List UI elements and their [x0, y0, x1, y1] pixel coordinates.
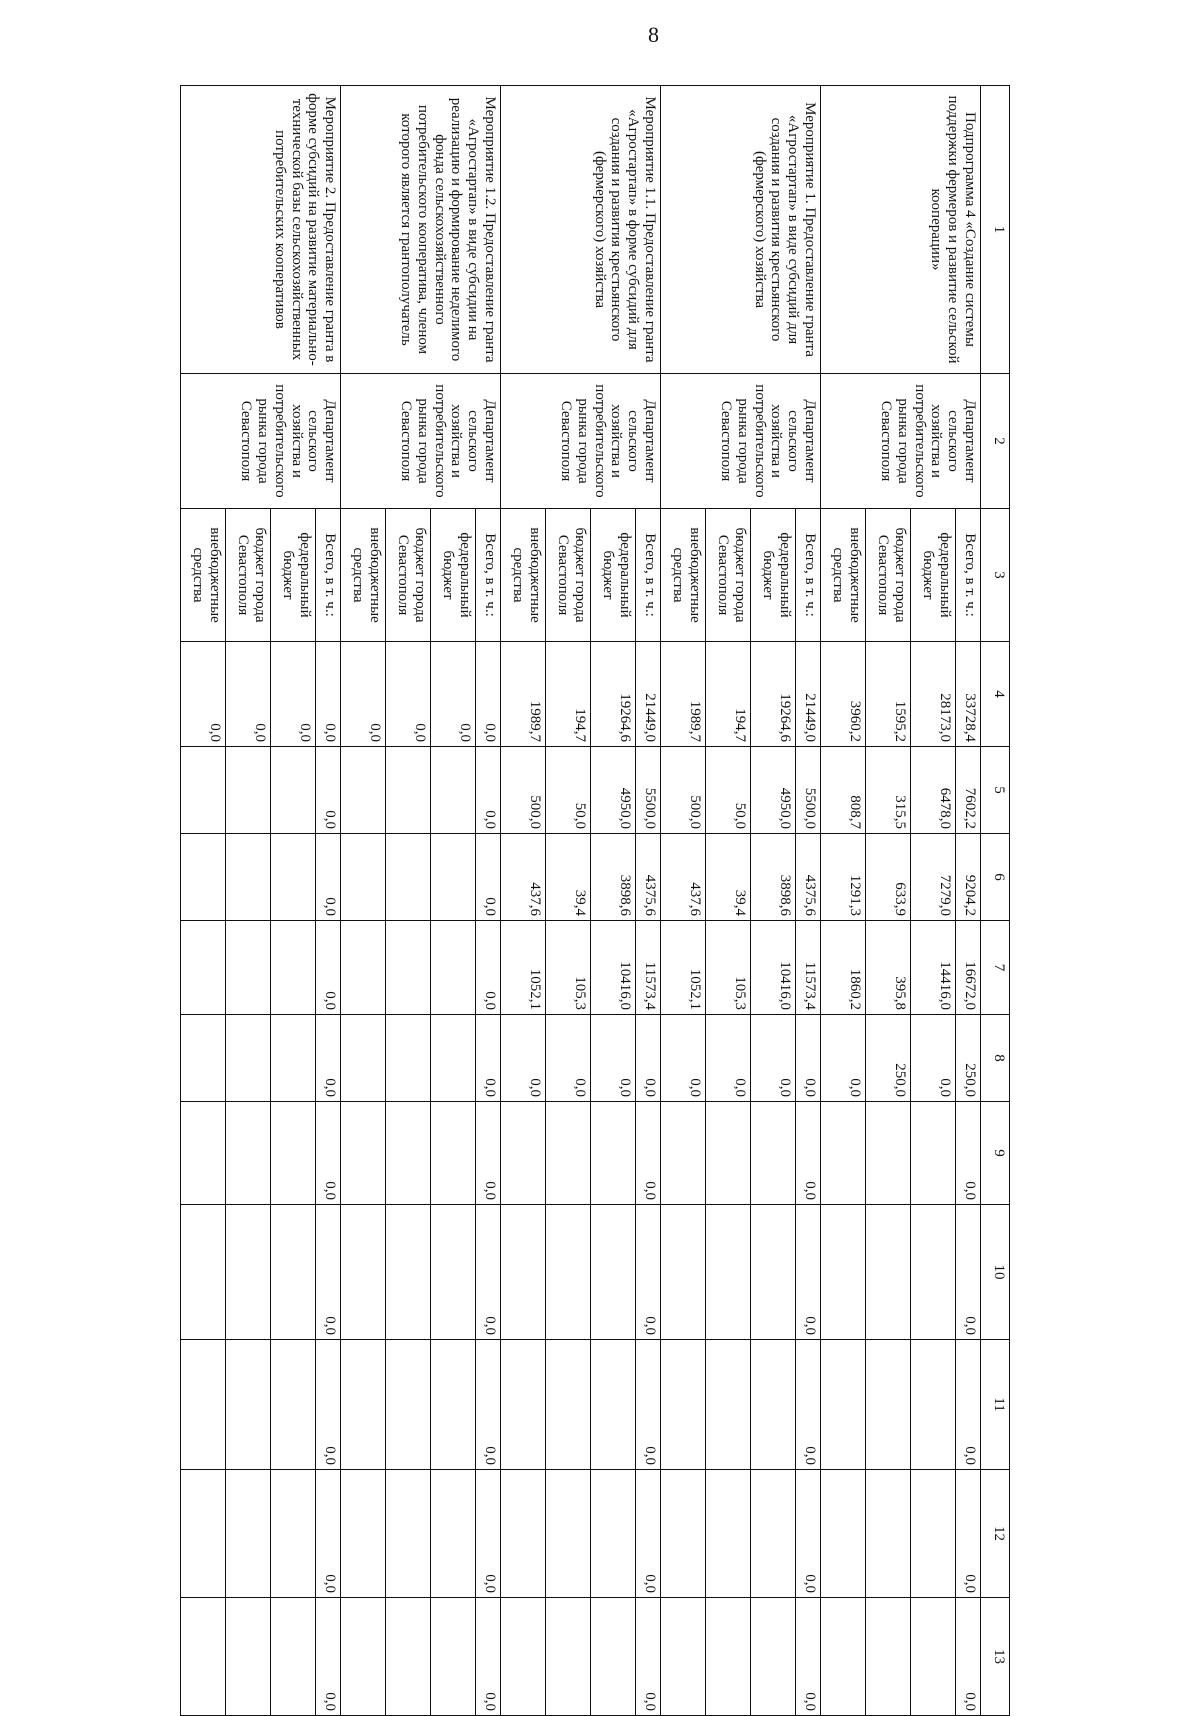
value-cell	[226, 834, 271, 921]
value-cell	[750, 1102, 795, 1205]
value-cell	[910, 1598, 955, 1716]
funding-table	[180, 85, 1010, 1716]
value-cell	[705, 1470, 750, 1598]
value-cell	[590, 1205, 635, 1340]
value-cell: 500,0	[661, 747, 706, 834]
value-cell: 50,0	[545, 747, 590, 834]
value-cell	[181, 747, 226, 834]
value-cell: 0,0	[315, 1015, 340, 1102]
value-cell: 10416,0	[590, 921, 635, 1015]
value-cell	[181, 1205, 226, 1340]
value-cell: 0,0	[475, 921, 500, 1015]
value-cell: 0,0	[341, 642, 386, 747]
value-cell: 0,0	[795, 1015, 820, 1102]
value-cell	[430, 1340, 475, 1470]
value-cell	[270, 1102, 315, 1205]
value-cell: 105,3	[545, 921, 590, 1015]
value-cell: 0,0	[181, 642, 226, 747]
funding-source: Всего, в т. ч.:	[635, 509, 660, 642]
value-cell: 0,0	[635, 1598, 660, 1716]
value-cell	[270, 747, 315, 834]
value-cell: 0,0	[475, 747, 500, 834]
value-cell: 0,0	[795, 1598, 820, 1716]
header-cell: 6	[981, 834, 1010, 921]
executor-name: Департамент сельского хозяйства и потребительского рынка города Севастополя	[821, 374, 981, 509]
funding-source: внебюджетные средства	[661, 509, 706, 642]
value-cell	[545, 1340, 590, 1470]
value-cell	[750, 1470, 795, 1598]
value-cell	[501, 1340, 546, 1470]
value-cell	[590, 1340, 635, 1470]
value-cell	[386, 834, 431, 921]
funding-source: Всего, в т. ч.:	[315, 509, 340, 642]
value-cell: 0,0	[955, 1340, 980, 1470]
value-cell: 0,0	[315, 1598, 340, 1716]
value-cell: 194,7	[545, 642, 590, 747]
header-cell: 8	[981, 1015, 1010, 1102]
value-cell	[341, 1340, 386, 1470]
value-cell: 0,0	[315, 642, 340, 747]
value-cell: 0,0	[955, 1470, 980, 1598]
value-cell: 21449,0	[635, 642, 660, 747]
value-cell: 0,0	[635, 1470, 660, 1598]
funding-source: внебюджетные средства	[341, 509, 386, 642]
value-cell: 0,0	[475, 1470, 500, 1598]
table-row	[315, 86, 340, 1716]
value-cell: 0,0	[955, 1598, 980, 1716]
value-cell: 1052,1	[501, 921, 546, 1015]
value-cell: 1291,3	[821, 834, 866, 921]
value-cell	[661, 1598, 706, 1716]
value-cell: 437,6	[501, 834, 546, 921]
value-cell: 0,0	[750, 1015, 795, 1102]
value-cell	[750, 1205, 795, 1340]
header-row	[981, 86, 1010, 1716]
value-cell: 0,0	[821, 1015, 866, 1102]
funding-source: Всего, в т. ч.:	[955, 509, 980, 642]
value-cell: 0,0	[705, 1015, 750, 1102]
executor-name: Департамент сельского хозяйства и потребительского рынка города Севастополя	[341, 374, 501, 509]
header-cell: 11	[981, 1340, 1010, 1470]
value-cell	[430, 747, 475, 834]
value-cell	[341, 1598, 386, 1716]
value-cell	[341, 747, 386, 834]
value-cell: 0,0	[590, 1015, 635, 1102]
funding-source: бюджет города Севастополя	[705, 509, 750, 642]
value-cell	[430, 834, 475, 921]
value-cell: 0,0	[795, 1205, 820, 1340]
value-cell	[705, 1598, 750, 1716]
header-cell: 9	[981, 1102, 1010, 1205]
value-cell: 0,0	[315, 1470, 340, 1598]
funding-source: федеральный бюджет	[590, 509, 635, 642]
value-cell	[865, 1598, 910, 1716]
value-cell: 0,0	[430, 642, 475, 747]
value-cell: 9204,2	[955, 834, 980, 921]
value-cell	[430, 921, 475, 1015]
executor-name: Департамент сельского хозяйства и потребительского рынка города Севастополя	[181, 374, 341, 509]
value-cell: 14416,0	[910, 921, 955, 1015]
value-cell	[430, 1205, 475, 1340]
value-cell	[226, 1470, 271, 1598]
value-cell: 19264,6	[750, 642, 795, 747]
header-cell: 7	[981, 921, 1010, 1015]
value-cell	[386, 1470, 431, 1598]
value-cell	[386, 1102, 431, 1205]
value-cell: 194,7	[705, 642, 750, 747]
value-cell	[661, 1340, 706, 1470]
value-cell: 10416,0	[750, 921, 795, 1015]
value-cell	[386, 1015, 431, 1102]
value-cell	[865, 1470, 910, 1598]
program-name: Мероприятие 1.1. Предоставление гранта «Агростартап» в форме субсидий для создания и развития крестьянского (фермерского) хозяйства	[501, 86, 661, 374]
value-cell	[226, 1598, 271, 1716]
value-cell	[270, 1340, 315, 1470]
value-cell	[750, 1340, 795, 1470]
value-cell: 50,0	[705, 747, 750, 834]
value-cell	[821, 1470, 866, 1598]
value-cell: 3898,6	[750, 834, 795, 921]
value-cell: 0,0	[315, 921, 340, 1015]
funding-source: внебюджетные средства	[181, 509, 226, 642]
value-cell: 437,6	[661, 834, 706, 921]
header-cell: 1	[981, 86, 1010, 374]
value-cell	[705, 1205, 750, 1340]
value-cell: 7602,2	[955, 747, 980, 834]
value-cell	[181, 834, 226, 921]
value-cell	[910, 1470, 955, 1598]
value-cell	[226, 1340, 271, 1470]
value-cell: 0,0	[226, 642, 271, 747]
value-cell	[386, 747, 431, 834]
funding-source: федеральный бюджет	[430, 509, 475, 642]
value-cell	[430, 1102, 475, 1205]
value-cell: 0,0	[910, 1015, 955, 1102]
value-cell: 0,0	[795, 1470, 820, 1598]
value-cell	[501, 1102, 546, 1205]
value-cell: 0,0	[475, 834, 500, 921]
header-cell: 10	[981, 1205, 1010, 1340]
value-cell	[821, 1205, 866, 1340]
value-cell	[590, 1598, 635, 1716]
value-cell: 4950,0	[590, 747, 635, 834]
value-cell	[226, 1205, 271, 1340]
value-cell	[430, 1015, 475, 1102]
program-name: Мероприятие 2. Предоставление гранта в форме субсидий на развитие материально-технической базы сельскохозяйственных потребительских кооперативов	[181, 86, 341, 374]
value-cell	[545, 1102, 590, 1205]
value-cell: 33728,4	[955, 642, 980, 747]
header-cell: 3	[981, 509, 1010, 642]
funding-source: бюджет города Севастополя	[386, 509, 431, 642]
funding-source: бюджет города Севастополя	[865, 509, 910, 642]
value-cell: 6478,0	[910, 747, 955, 834]
value-cell: 11573,4	[795, 921, 820, 1015]
value-cell: 0,0	[795, 1340, 820, 1470]
header-cell: 12	[981, 1470, 1010, 1598]
value-cell	[386, 921, 431, 1015]
value-cell	[545, 1598, 590, 1716]
value-cell: 3960,2	[821, 642, 866, 747]
value-cell: 11573,4	[635, 921, 660, 1015]
value-cell	[270, 1205, 315, 1340]
value-cell	[910, 1102, 955, 1205]
value-cell	[821, 1102, 866, 1205]
value-cell	[386, 1205, 431, 1340]
value-cell	[226, 1015, 271, 1102]
value-cell: 0,0	[315, 747, 340, 834]
executor-name: Департамент сельского хозяйства и потребительского рынка города Севастополя	[501, 374, 661, 509]
value-cell: 21449,0	[795, 642, 820, 747]
value-cell: 1989,7	[501, 642, 546, 747]
program-name: Подпрограмма 4 «Создание системы поддержки фермеров и развитие сельской кооперации»	[821, 86, 981, 374]
value-cell	[270, 1470, 315, 1598]
value-cell: 5500,0	[795, 747, 820, 834]
value-cell: 19264,6	[590, 642, 635, 747]
funding-source: Всего, в т. ч.:	[795, 509, 820, 642]
value-cell: 0,0	[315, 834, 340, 921]
value-cell	[430, 1598, 475, 1716]
value-cell	[661, 1102, 706, 1205]
value-cell: 0,0	[475, 1598, 500, 1716]
value-cell: 3898,6	[590, 834, 635, 921]
value-cell	[821, 1598, 866, 1716]
value-cell	[341, 1015, 386, 1102]
value-cell: 0,0	[475, 1340, 500, 1470]
header-cell: 13	[981, 1598, 1010, 1716]
value-cell	[226, 1102, 271, 1205]
value-cell	[705, 1102, 750, 1205]
value-cell: 4375,6	[635, 834, 660, 921]
funding-source: внебюджетные средства	[501, 509, 546, 642]
funding-source: федеральный бюджет	[910, 509, 955, 642]
value-cell	[910, 1205, 955, 1340]
value-cell	[341, 1205, 386, 1340]
value-cell	[865, 1102, 910, 1205]
value-cell: 0,0	[315, 1340, 340, 1470]
value-cell	[181, 1470, 226, 1598]
value-cell	[545, 1470, 590, 1598]
value-cell	[865, 1205, 910, 1340]
value-cell	[270, 921, 315, 1015]
value-cell	[501, 1598, 546, 1716]
value-cell	[181, 1015, 226, 1102]
value-cell	[750, 1598, 795, 1716]
value-cell: 28173,0	[910, 642, 955, 747]
value-cell: 4950,0	[750, 747, 795, 834]
rotated-table-container	[180, 85, 1010, 1715]
table-row	[635, 86, 660, 1716]
program-name: Мероприятие 1. Предоставление гранта «Агростартап» в виде субсидий для создания и развития крестьянского (фермерского) хозяйства	[661, 86, 821, 374]
value-cell: 4375,6	[795, 834, 820, 921]
funding-source: федеральный бюджет	[270, 509, 315, 642]
value-cell: 0,0	[475, 1205, 500, 1340]
value-cell: 633,9	[865, 834, 910, 921]
table-row	[955, 86, 980, 1716]
value-cell: 16672,0	[955, 921, 980, 1015]
value-cell: 39,4	[545, 834, 590, 921]
value-cell: 315,5	[865, 747, 910, 834]
funding-source: федеральный бюджет	[750, 509, 795, 642]
value-cell	[341, 1470, 386, 1598]
value-cell	[661, 1205, 706, 1340]
value-cell	[910, 1340, 955, 1470]
value-cell: 500,0	[501, 747, 546, 834]
value-cell	[341, 921, 386, 1015]
value-cell: 0,0	[475, 642, 500, 747]
value-cell: 0,0	[955, 1205, 980, 1340]
funding-source: Всего, в т. ч.:	[475, 509, 500, 642]
funding-source: бюджет города Севастополя	[226, 509, 271, 642]
executor-name: Департамент сельского хозяйства и потребительского рынка города Севастополя	[661, 374, 821, 509]
value-cell: 395,8	[865, 921, 910, 1015]
value-cell	[386, 1340, 431, 1470]
value-cell: 0,0	[315, 1102, 340, 1205]
value-cell: 0,0	[635, 1102, 660, 1205]
value-cell: 0,0	[955, 1102, 980, 1205]
value-cell	[181, 1598, 226, 1716]
value-cell	[661, 1470, 706, 1598]
value-cell	[226, 747, 271, 834]
value-cell	[270, 834, 315, 921]
value-cell	[341, 834, 386, 921]
value-cell: 0,0	[386, 642, 431, 747]
value-cell	[501, 1470, 546, 1598]
value-cell	[386, 1598, 431, 1716]
value-cell	[181, 1102, 226, 1205]
value-cell: 0,0	[635, 1205, 660, 1340]
value-cell	[181, 1340, 226, 1470]
value-cell	[341, 1102, 386, 1205]
value-cell	[705, 1340, 750, 1470]
value-cell: 1595,2	[865, 642, 910, 747]
value-cell	[430, 1470, 475, 1598]
value-cell: 1989,7	[661, 642, 706, 747]
funding-source: внебюджетные средства	[821, 509, 866, 642]
value-cell	[501, 1205, 546, 1340]
value-cell: 808,7	[821, 747, 866, 834]
value-cell: 5500,0	[635, 747, 660, 834]
value-cell: 39,4	[705, 834, 750, 921]
value-cell: 1052,1	[661, 921, 706, 1015]
program-name: Мероприятие 1.2. Предоставление гранта «Агростартап» в виде субсидии на реализацию и формирование неделимого фонда сельскохозяйственного потребительского кооператива, членом которого является грантополучатель	[341, 86, 501, 374]
value-cell: 0,0	[315, 1205, 340, 1340]
value-cell	[270, 1015, 315, 1102]
value-cell: 0,0	[270, 642, 315, 747]
header-cell: 2	[981, 374, 1010, 509]
value-cell: 250,0	[865, 1015, 910, 1102]
value-cell	[821, 1340, 866, 1470]
value-cell: 0,0	[635, 1340, 660, 1470]
value-cell: 0,0	[501, 1015, 546, 1102]
value-cell	[226, 921, 271, 1015]
value-cell: 105,3	[705, 921, 750, 1015]
value-cell	[545, 1205, 590, 1340]
table-row	[795, 86, 820, 1716]
value-cell: 1860,2	[821, 921, 866, 1015]
value-cell: 0,0	[635, 1015, 660, 1102]
funding-source: бюджет города Севастополя	[545, 509, 590, 642]
value-cell: 7279,0	[910, 834, 955, 921]
value-cell	[590, 1102, 635, 1205]
value-cell	[270, 1598, 315, 1716]
value-cell	[590, 1470, 635, 1598]
value-cell: 0,0	[795, 1102, 820, 1205]
page-number: 8	[648, 22, 659, 47]
value-cell: 0,0	[545, 1015, 590, 1102]
value-cell	[181, 921, 226, 1015]
header-cell: 5	[981, 747, 1010, 834]
value-cell: 250,0	[955, 1015, 980, 1102]
table-row	[475, 86, 500, 1716]
value-cell: 0,0	[661, 1015, 706, 1102]
value-cell: 0,0	[475, 1015, 500, 1102]
value-cell: 0,0	[475, 1102, 500, 1205]
value-cell	[865, 1340, 910, 1470]
header-cell: 4	[981, 642, 1010, 747]
